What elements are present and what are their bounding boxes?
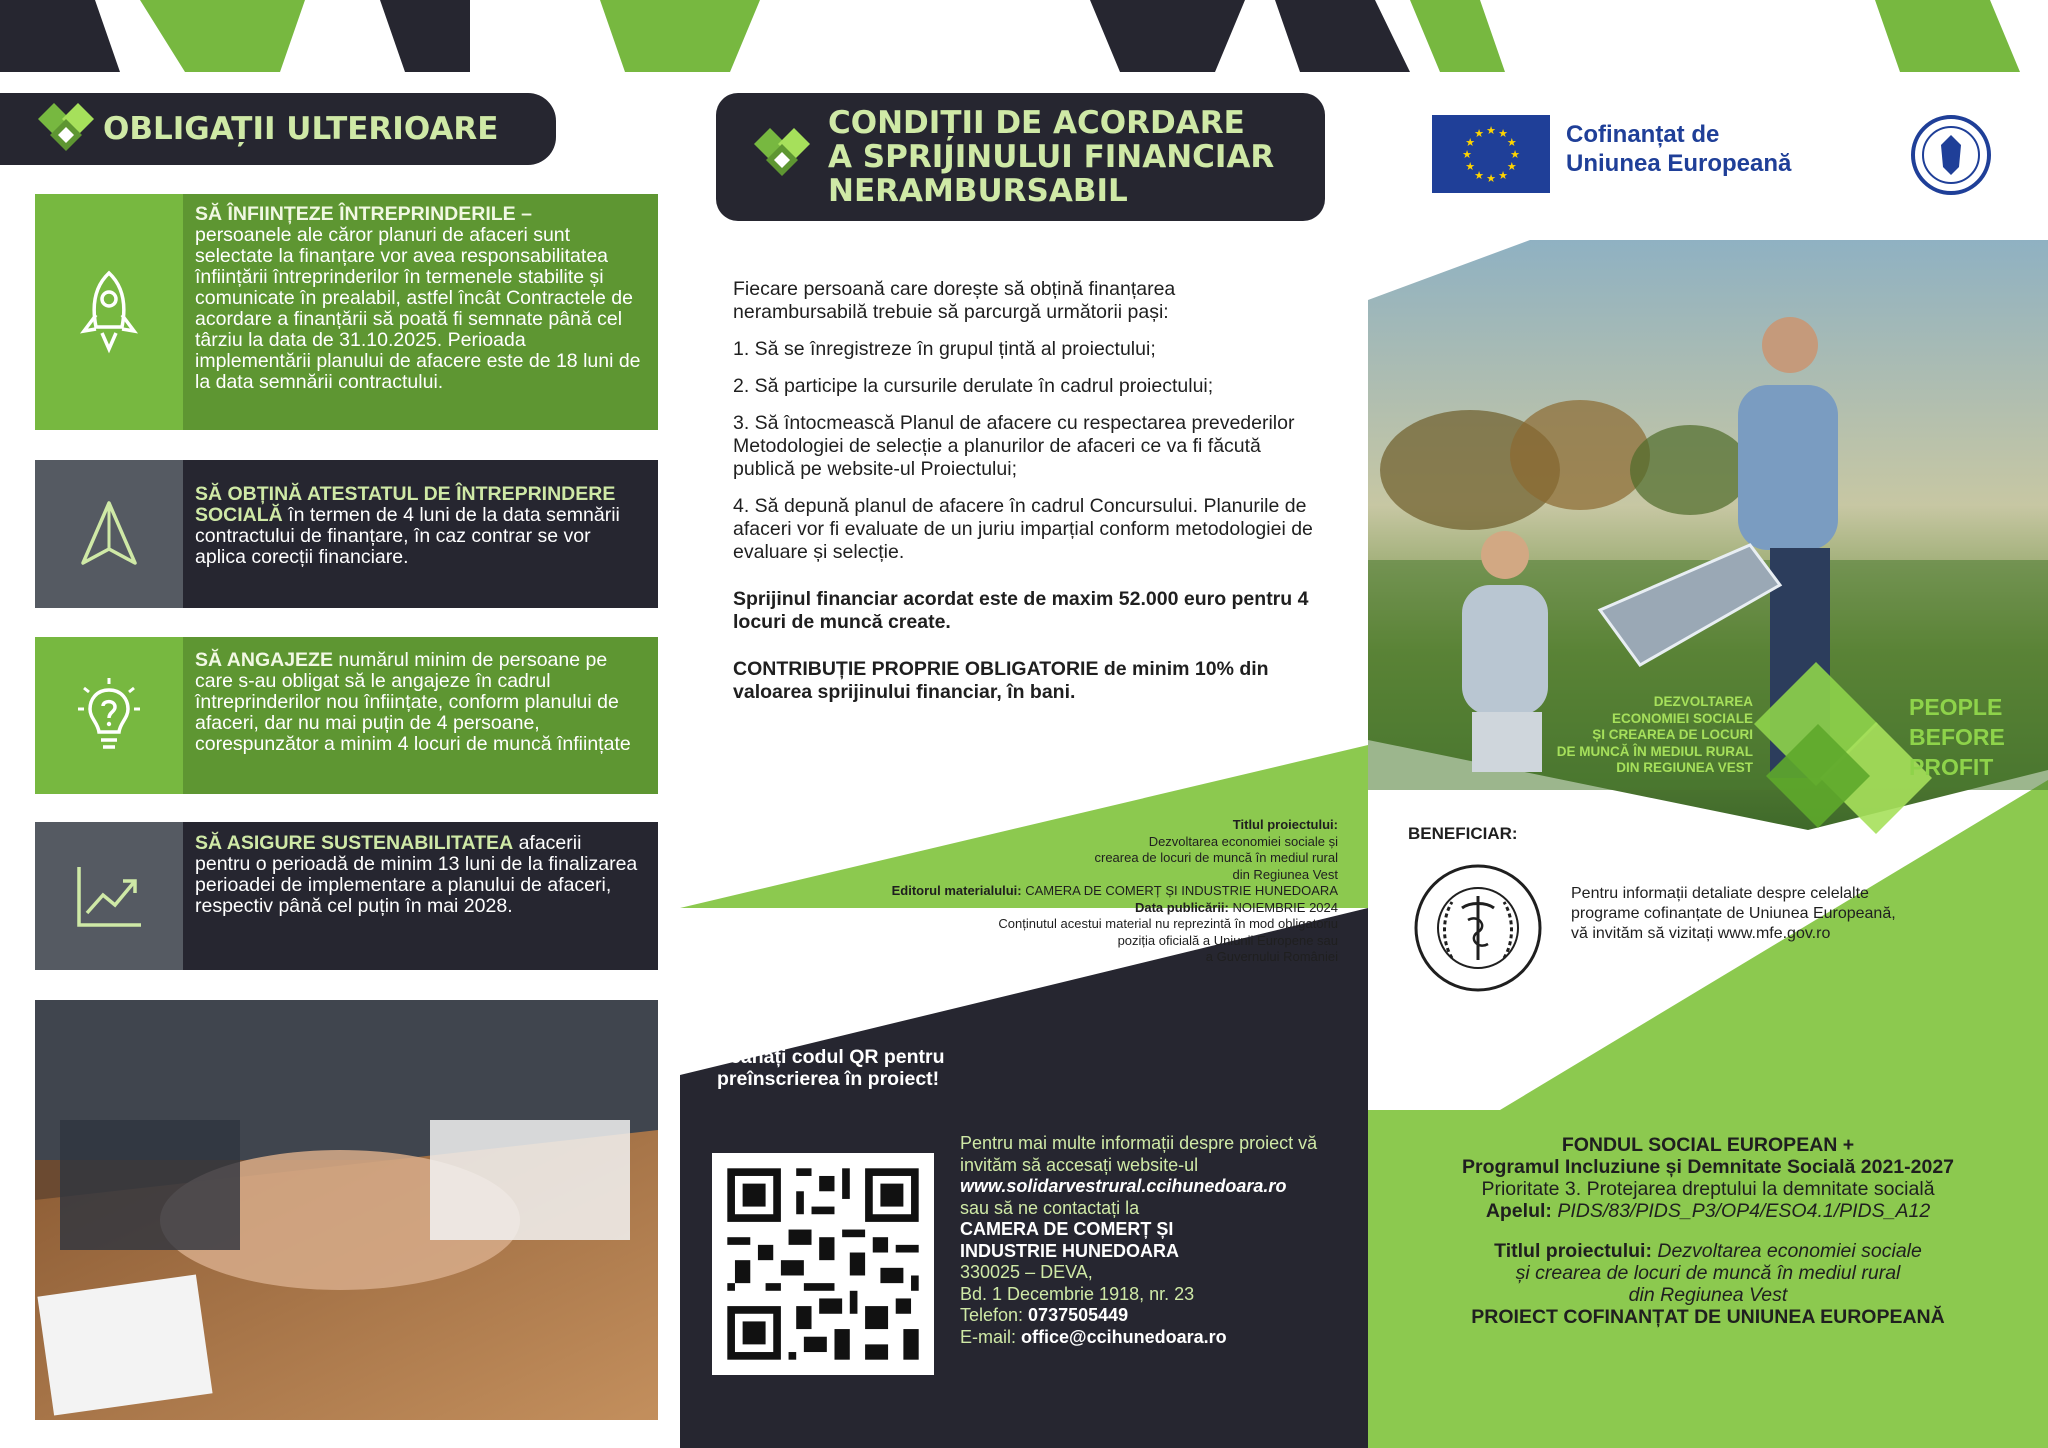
eu-star-icon: ★ xyxy=(1506,160,1517,173)
lightbulb-question-icon xyxy=(76,676,142,756)
government-romania-seal-icon xyxy=(1909,113,1993,197)
eu-cofinanced-text: Cofinanțat de Uniunea Europeană xyxy=(1566,121,1792,177)
slogan: PEOPLE BEFORE PROFIT xyxy=(1909,694,2005,780)
conditii-step: 4. Să depună planul de afacere în cadrul Concursului. Planurile de afaceri vor fi evaluate de un juriu imparțial conform metodologiei de evaluare și selecție. xyxy=(733,495,1313,563)
beneficiary-label: BENEFICIAR: xyxy=(1408,824,1518,843)
more-info-text: Pentru informații detaliate despre celelalte programe cofinanțate de Uniunea Europeană, vă invităm să vizitați www.mfe.gov.ro xyxy=(1571,885,1896,942)
eu-star-icon: ★ xyxy=(1474,127,1484,141)
qr-code-icon xyxy=(712,1153,934,1375)
program-name: Programul Incluziune și Demnitate Socială 2021-2027 xyxy=(1461,1156,1955,1178)
card-lead: SĂ ÎNFIINȚEZE ÎNTREPRINDERILE – xyxy=(195,203,532,225)
call-code: PIDS/83/PIDS_P3/OP4/ESO4.1/PIDS_A12 xyxy=(1557,1200,1931,1222)
fund-name: FONDUL SOCIAL EUROPEAN + xyxy=(1561,1134,1855,1156)
rocket-icon xyxy=(76,269,142,355)
eu-star-icon: ★ xyxy=(1510,148,1520,161)
eu-star-icon: ★ xyxy=(1486,172,1496,185)
obligation-card-sustenabilitate xyxy=(35,822,658,970)
eu-star-icon: ★ xyxy=(1465,136,1476,149)
card-text: persoanele ale căror planuri de afaceri sunt selectate la finanțare vor avea responsabilitatea înființării întreprinderilor în termenele stabilite și comunicate în prealabil, astfel încât Contractele de acordare a finanțării să poată fi semnate până cel târziu la data de 31.10.2025. Perioada implementării planului de afacere este de 18 luni de la data semnării contractului. xyxy=(195,224,641,393)
eu-star-icon: ★ xyxy=(1465,160,1476,173)
qr-code[interactable] xyxy=(712,1153,934,1375)
conditii-step: 3. Să întocmească Planul de afacere cu respectarea prevederilor Metodologiei de selecție a planurilor de afaceri ce va fi făcută publică pe website-ul Proiectului; xyxy=(733,412,1295,480)
eu-star-icon: ★ xyxy=(1506,136,1517,149)
conditii-intro: Fiecare persoană care dorește să obțină finanțarea nerambursabilă trebuie să parcurgă următorii pași: xyxy=(733,278,1176,323)
email-address[interactable]: office@ccihunedoara.ro xyxy=(1021,1326,1227,1347)
eu-star-icon: ★ xyxy=(1498,168,1508,182)
org-name: CAMERA DE COMERȚ ȘI xyxy=(960,1219,1174,1239)
fund-info: FONDUL SOCIAL EUROPEAN + Programul Incluziune și Demnitate Socială 2021-2027 Prioritate 3. Protejarea dreptului la demnitate socială Apelul: PIDS/83/PIDS_P3/OP4/ESO4.1/PIDS_A12 Titlul proiectului: Dezvoltarea economiei sociale și crearea de locuri de muncă în mediul rural din Regiunea Vest PROIECT COFINANȚAT DE UNIUNEA EUROPEANĂ xyxy=(1368,1134,2048,1328)
obligatii-header-title: OBLIGAȚII ULTERIOARE xyxy=(103,111,499,147)
card-lead: SĂ ASIGURE SUSTENABILITATEA xyxy=(195,832,514,854)
eu-star-icon: ★ xyxy=(1498,127,1508,141)
card-text: numărul minim de persoane pe care s-au obligat să le angajeze în cadrul întreprinderilor nou înființate, conform planului de afaceri, dar nu mai puțin de 4 persoane, corespunzător a minim 4 locuri de muncă înființate xyxy=(195,649,631,755)
eu-star-icon: ★ xyxy=(1486,124,1496,137)
diamond-logo-icon xyxy=(34,99,98,159)
card-lead: SĂ ANGAJEZE xyxy=(195,649,333,671)
contact-block: Pentru mai multe informații despre proiect vă invităm să accesați website-ul www.solidarvestrural.ccihunedoara.ro sau să ne contactați la CAMERA DE COMERȚ ȘI INDUSTRIE HUNEDOARA 330025 – DEVA, Bd. 1 Decembrie 1918, nr. 23 Telefon: 0737505449 E-mail: office@ccihunedoara.ro xyxy=(960,1133,1350,1348)
conditii-step: 2. Să participe la cursurile derulate în cadrul proiectului; xyxy=(733,375,1214,397)
org-name: INDUSTRIE HUNEDOARA xyxy=(960,1240,1180,1261)
card-lead: SĂ OBȚINĂ ATESTATUL DE ÎNTREPRINDERE SOCIALĂ xyxy=(195,483,616,526)
address: Bd. 1 Decembrie 1918, nr. 23 xyxy=(960,1283,1195,1304)
conditii-step: 1. Să se înregistreze în grupul țintă al proiectului; xyxy=(733,338,1156,360)
phone-number[interactable]: 0737505449 xyxy=(1028,1305,1129,1325)
qr-title: Scanați codul QR pentru preînscrierea în proiect! xyxy=(717,1046,945,1090)
website-link[interactable]: www.solidarvestrural.ccihunedoara.ro xyxy=(960,1176,1287,1196)
conditii-header-title: CONDIȚII DE ACORDARE A SPRIJINULUI FINANCIAR NERAMBURSABIL xyxy=(828,105,1275,209)
growth-chart-icon xyxy=(73,863,145,929)
eu-star-icon: ★ xyxy=(1474,168,1484,182)
card-text: în termen de 4 luni de la data semnării contractului de finanțare, în caz contrar se vor aplica corecții financiare. xyxy=(195,504,620,568)
contact-or: sau să ne contactați la xyxy=(960,1197,1140,1218)
address: 330025 – DEVA, xyxy=(960,1262,1093,1282)
own-contribution: CONTRIBUȚIE PROPRIE OBLIGATORIE de minim 10% din valoarea sprijinului financiar, în bani. xyxy=(733,658,1269,703)
obligation-card-atestat xyxy=(35,460,658,608)
contact-intro: Pentru mai multe informații despre proiect vă invităm să accesați website-ul xyxy=(960,1133,1318,1175)
paper-plane-icon xyxy=(77,499,141,569)
diamond-logo-icon xyxy=(750,124,814,184)
eu-star-icon: ★ xyxy=(1462,148,1472,161)
cofinanced-statement: PROIECT COFINANȚAT DE UNIUNEA EUROPEANĂ xyxy=(1471,1306,1945,1328)
eu-flag-icon xyxy=(1432,115,1550,193)
photo-project-label: DEZVOLTAREA ECONOMIEI SOCIALE ȘI CREAREA DE LOCURI DE MUNCĂ ÎN MEDIUL RURAL DIN REGIUNEA VEST xyxy=(1556,694,1753,775)
obligation-card-infiintare xyxy=(35,194,658,430)
support-amount: Sprijinul financiar acordat este de maxim 52.000 euro pentru 4 locuri de muncă create. xyxy=(733,588,1309,633)
obligation-card-angajare xyxy=(35,637,658,794)
chamber-of-commerce-seal-icon xyxy=(1412,862,1544,994)
card-text: afacerii pentru o perioadă de minim 13 luni de la finalizarea perioadei de implementare a planului de afaceri, respectiv până cel puțin în mai 2028. xyxy=(195,832,638,917)
publication-info: Titlul proiectului: Dezvoltarea economiei sociale și crearea de locuri de muncă în mediul rural din Regiunea Vest Editorul materialului: CAMERA DE COMERȚ ȘI INDUSTRIE HUNEDOARA Data publicării: NOIEMBRIE 2024 Conținutul acestui material nu reprezintă în mod obligatoriu poziția oficială a Uniunii Europene sau a Guvernului României xyxy=(891,817,1338,964)
priority: Prioritate 3. Protejarea dreptului la demnitate socială xyxy=(1481,1178,1935,1200)
conditii-content xyxy=(733,278,1313,704)
